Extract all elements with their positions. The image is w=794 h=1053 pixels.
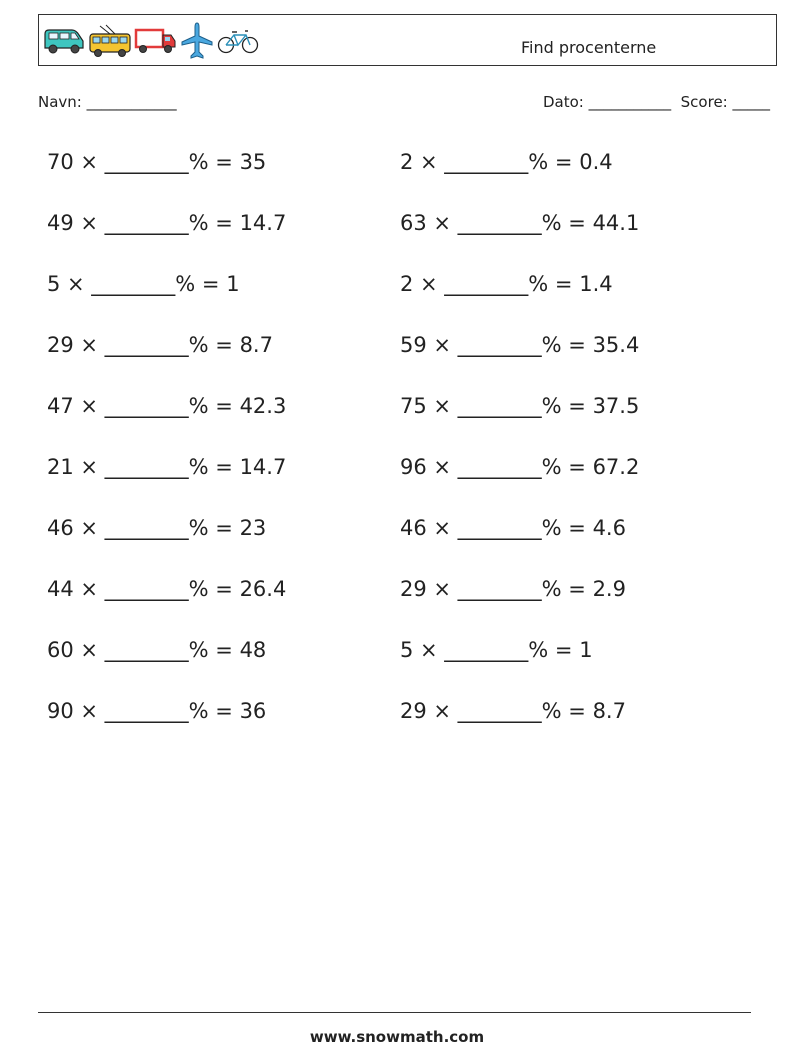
problem-item: 63 × ________% = 44.1: [400, 211, 640, 235]
problem-item: 59 × ________% = 35.4: [400, 333, 640, 357]
problem-item: 70 × ________% = 35: [47, 150, 267, 174]
problem-item: 46 × ________% = 23: [47, 516, 267, 540]
problem-item: 2 × ________% = 0.4: [400, 150, 613, 174]
problem-item: 5 × ________% = 1: [47, 272, 240, 296]
page-title: Find procenterne: [521, 38, 657, 57]
footer-divider: [38, 1012, 751, 1013]
problem-item: 49 × ________% = 14.7: [47, 211, 287, 235]
footer-url: www.snowmath.com: [309, 1028, 485, 1046]
problem-item: 96 × ________% = 67.2: [400, 455, 640, 479]
problem-item: 29 × ________% = 2.9: [400, 577, 626, 601]
date-score-label: Dato: ___________ Score: _____: [543, 93, 770, 111]
problem-item: 60 × ________% = 48: [47, 638, 267, 662]
problem-item: 47 × ________% = 42.3: [47, 394, 287, 418]
problem-item: 21 × ________% = 14.7: [47, 455, 287, 479]
problem-item: 5 × ________% = 1: [400, 638, 593, 662]
problem-item: 90 × ________% = 36: [47, 699, 267, 723]
name-field-label: Navn: ____________: [38, 93, 177, 111]
problem-item: 44 × ________% = 26.4: [47, 577, 287, 601]
problem-item: 46 × ________% = 4.6: [400, 516, 626, 540]
problem-item: 29 × ________% = 8.7: [400, 699, 626, 723]
problem-item: 29 × ________% = 8.7: [47, 333, 273, 357]
problem-item: 2 × ________% = 1.4: [400, 272, 613, 296]
problem-item: 75 × ________% = 37.5: [400, 394, 640, 418]
